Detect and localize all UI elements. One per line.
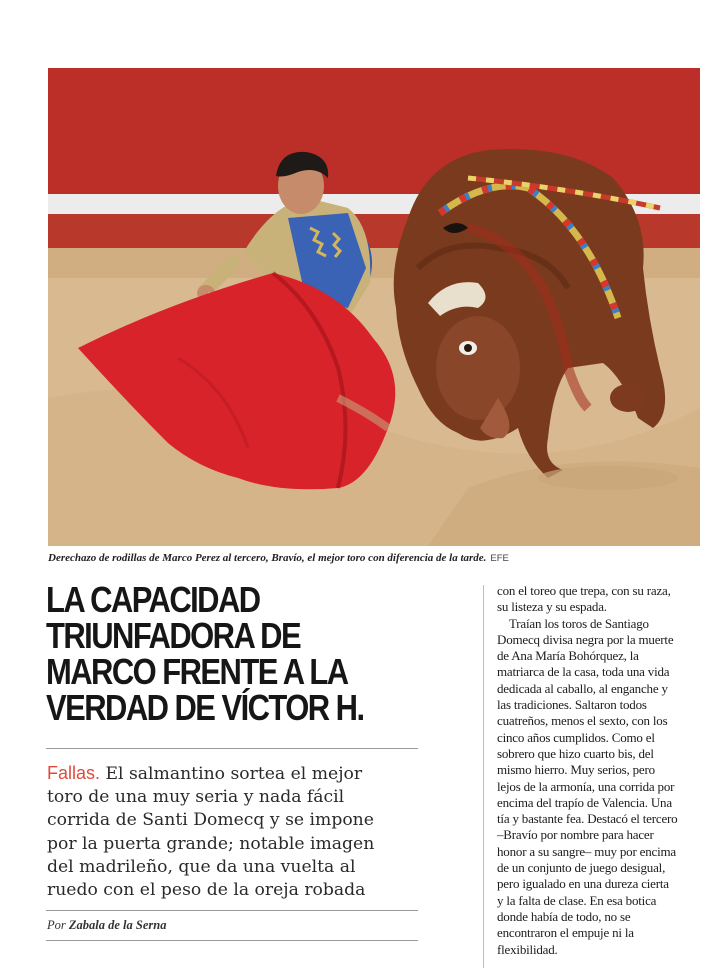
body-line: cinco años cumplidos. Como el	[497, 729, 655, 745]
body-line: matriarca de la casa, toda una vida	[497, 664, 670, 680]
body-line: con el toreo que trepa, con su raza,	[497, 583, 671, 598]
headline-line: LA CAPACIDAD	[46, 579, 260, 620]
byline-author: Zabala de la Serna	[68, 918, 167, 932]
body-column	[497, 583, 703, 958]
body-line: tía y bastante fea. Destacó el tercero	[497, 811, 678, 827]
headline-divider	[46, 748, 418, 749]
byline-divider-bottom	[46, 940, 418, 941]
bullfight-illustration	[48, 68, 700, 546]
photo-bullfight	[48, 68, 700, 546]
body-line: las tradiciones. Saltaron todos	[497, 697, 647, 713]
deck-line-rest: El salmantino sortea el mejor	[100, 764, 363, 784]
column-divider	[483, 585, 484, 968]
body-line: encontraron el empuje ni la	[497, 925, 634, 941]
body-line: honor a su sangre– muy por encima	[497, 843, 676, 859]
body-line: su listeza y su espada.	[497, 599, 607, 615]
deck-line: toro de una muy seria y nada fácil	[47, 787, 345, 808]
body-line: cuatreños, menos el sexto, con los	[497, 713, 668, 729]
byline	[47, 918, 166, 933]
body-line: de Ana María Bohórquez, la	[497, 648, 639, 664]
headline-line: VERDAD DE VÍCTOR H.	[46, 687, 364, 728]
body-line: Domecq divisa negra por la muerte	[497, 631, 674, 647]
body-line: lejos de la armonía, una corrida por	[497, 778, 675, 794]
photo-credit: EFE	[490, 553, 509, 564]
deck-line: ruedo con el peso de la oreja robada	[47, 880, 366, 901]
body-line: pero igualado en una dureza cierta	[497, 876, 669, 892]
deck-line	[47, 762, 419, 786]
headline	[46, 579, 373, 728]
body-line: –Bravío por nombre para hacer	[497, 827, 654, 843]
body-line: Traían los toros de Santiago	[509, 615, 649, 631]
body-line: de un conjunto de juego desigual,	[497, 860, 666, 876]
body-line: y la falta de clase. En esa botica	[497, 892, 657, 908]
body-line: encima del trapío de Valencia. Una	[497, 794, 672, 810]
headline-line: TRIUNFADORA DE	[46, 615, 301, 656]
byline-divider-top	[46, 910, 418, 911]
photo-caption	[48, 552, 700, 564]
deck-line: por la puerta grande; notable imagen	[47, 833, 375, 854]
headline-line: MARCO FRENTE A LA	[46, 651, 348, 692]
deck-line: del madrileño, que da una vuelta al	[47, 856, 356, 877]
body-line: flexibilidad.	[497, 941, 558, 957]
body-line: donde había de todo, no se	[497, 908, 631, 924]
body-line: sobrero que hizo cuarto bis, del	[497, 745, 654, 761]
byline-prefix: Por	[47, 918, 66, 932]
deck-line: corrida de Santi Domecq y se impone	[47, 810, 374, 831]
body-line: mismo hierro. Muy serios, pero	[497, 762, 655, 778]
body-line: dedicada al caballo, al enganche y	[497, 680, 668, 696]
caption-text: Derechazo de rodillas de Marco Perez al tercero, Bravío, el mejor toro con diferencia de la tarde.	[48, 552, 487, 564]
section-tag: Fallas.	[47, 763, 101, 783]
deck-summary	[47, 762, 419, 902]
